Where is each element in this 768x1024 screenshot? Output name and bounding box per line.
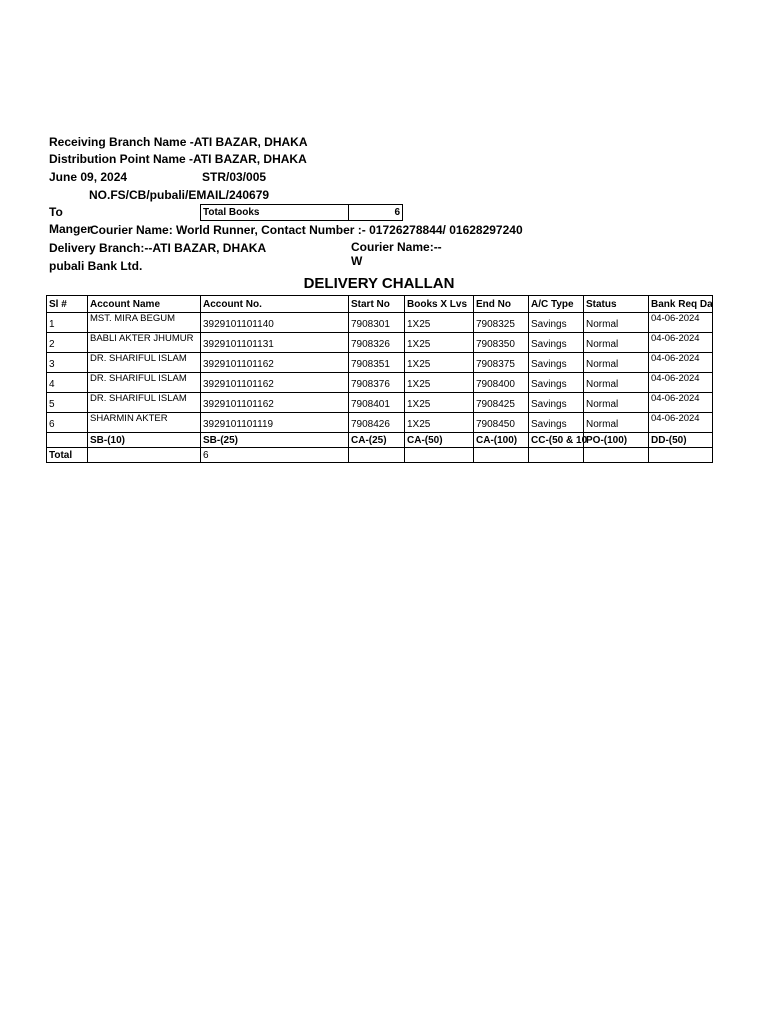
summary-cell: CA-(50) — [405, 433, 474, 448]
summary-row — [47, 433, 713, 448]
table-row — [47, 373, 713, 393]
to-label: To — [49, 205, 63, 219]
challan-date: June 09, 2024 — [49, 170, 128, 184]
summary-cell: CA-(25) — [349, 433, 405, 448]
cell-start-no: 7908401 — [349, 393, 405, 413]
total-label: Total — [47, 448, 88, 463]
cell-books: 1X25 — [405, 333, 474, 353]
cell-end-no: 7908400 — [474, 373, 529, 393]
cell-ac-type: Savings — [529, 353, 584, 373]
column-header-account-name: Account Name — [88, 296, 201, 313]
cell-books: 1X25 — [405, 393, 474, 413]
column-header-sl: Sl # — [47, 296, 88, 313]
cell-sl: 3 — [47, 353, 88, 373]
cell-start-no: 7908376 — [349, 373, 405, 393]
cell-end-no: 7908450 — [474, 413, 529, 433]
cell-account-name: SHARMIN AKTER — [88, 413, 201, 433]
summary-cell: SB-(10) — [88, 433, 201, 448]
total-cell — [529, 448, 584, 463]
cell-bank-req-date: 04-06-2024 — [649, 413, 713, 433]
courier-name-short: Courier Name:--W — [351, 240, 442, 268]
total-cell — [649, 448, 713, 463]
manager-label-cell — [49, 222, 92, 238]
cell-sl: 4 — [47, 373, 88, 393]
delivery-branch: Delivery Branch:--ATI BAZAR, DHAKA — [49, 241, 267, 255]
summary-cell: CC-(50 & 10 — [529, 433, 584, 448]
table-header-row — [47, 296, 713, 313]
bank-name: pubali Bank Ltd. — [49, 259, 143, 273]
total-books-label: Total Books — [203, 207, 260, 218]
cell-start-no: 7908426 — [349, 413, 405, 433]
total-row — [47, 448, 713, 463]
summary-cell: DD-(50) — [649, 433, 713, 448]
cell-status: Normal — [584, 393, 649, 413]
cell-bank-req-date: 04-06-2024 — [649, 373, 713, 393]
cell-account-name: MST. MIRA BEGUM — [88, 313, 201, 333]
table-row — [47, 313, 713, 333]
column-header-account-no: Account No. — [201, 296, 349, 313]
column-header-ac-type: A/C Type — [529, 296, 584, 313]
cell-books: 1X25 — [405, 413, 474, 433]
challan-title: DELIVERY CHALLAN — [303, 275, 455, 292]
manager-label: Manger — [49, 222, 92, 236]
cell-account-no: 3929101101162 — [201, 373, 349, 393]
total-books-value: 6 — [394, 207, 400, 218]
cell-status: Normal — [584, 353, 649, 373]
cell-sl: 5 — [47, 393, 88, 413]
summary-cell: CA-(100) — [474, 433, 529, 448]
cell-account-no: 3929101101162 — [201, 393, 349, 413]
cell-sl: 1 — [47, 313, 88, 333]
cell-account-name: DR. SHARIFUL ISLAM — [88, 353, 201, 373]
column-header-end-no: End No — [474, 296, 529, 313]
cell-status: Normal — [584, 313, 649, 333]
cell-bank-req-date: 04-06-2024 — [649, 313, 713, 333]
cell-bank-req-date: 04-06-2024 — [649, 333, 713, 353]
column-header-start-no: Start No — [349, 296, 405, 313]
total-books-divider — [348, 205, 349, 220]
table-row — [47, 413, 713, 433]
cell-end-no: 7908375 — [474, 353, 529, 373]
cell-bank-req-date: 04-06-2024 — [649, 393, 713, 413]
total-cell — [88, 448, 201, 463]
cell-account-name: BABLI AKTER JHUMUR — [88, 333, 201, 353]
courier-line: Courier Name: World Runner, Contact Number :- 01726278844/ 01628297240 — [90, 223, 523, 237]
cell-books: 1X25 — [405, 373, 474, 393]
cell-account-no: 3929101101140 — [201, 313, 349, 333]
cell-ac-type: Savings — [529, 373, 584, 393]
total-cell — [405, 448, 474, 463]
cell-end-no: 7908350 — [474, 333, 529, 353]
total-books-box — [200, 204, 403, 221]
cell-start-no: 7908351 — [349, 353, 405, 373]
str-number: STR/03/005 — [202, 170, 267, 184]
distribution-point: Distribution Point Name -ATI BAZAR, DHAKA — [49, 152, 307, 166]
cell-start-no: 7908301 — [349, 313, 405, 333]
total-count: 6 — [201, 448, 349, 463]
reference-number: NO.FS/CB/pubali/EMAIL/240679 — [89, 188, 270, 202]
cell-account-name: DR. SHARIFUL ISLAM — [88, 373, 201, 393]
cell-status: Normal — [584, 373, 649, 393]
cell-bank-req-date: 04-06-2024 — [649, 353, 713, 373]
total-cell — [474, 448, 529, 463]
cell-status: Normal — [584, 413, 649, 433]
cell-books: 1X25 — [405, 313, 474, 333]
cell-ac-type: Savings — [529, 333, 584, 353]
cell-account-no: 3929101101119 — [201, 413, 349, 433]
cell-account-name: DR. SHARIFUL ISLAM — [88, 393, 201, 413]
column-header-bank-req-date: Bank Req Da — [649, 296, 713, 313]
cell-end-no: 7908325 — [474, 313, 529, 333]
cell-account-no: 3929101101162 — [201, 353, 349, 373]
column-header-books: Books X Lvs — [405, 296, 474, 313]
table-row — [47, 333, 713, 353]
summary-cell — [47, 433, 88, 448]
cell-ac-type: Savings — [529, 393, 584, 413]
column-header-status: Status — [584, 296, 649, 313]
cell-ac-type: Savings — [529, 413, 584, 433]
table-row — [47, 393, 713, 413]
cell-ac-type: Savings — [529, 313, 584, 333]
cell-sl: 2 — [47, 333, 88, 353]
total-cell — [584, 448, 649, 463]
courier-name-cell — [351, 240, 451, 268]
summary-cell: SB-(25) — [201, 433, 349, 448]
cell-start-no: 7908326 — [349, 333, 405, 353]
total-cell — [349, 448, 405, 463]
cell-end-no: 7908425 — [474, 393, 529, 413]
cell-books: 1X25 — [405, 353, 474, 373]
receiving-branch: Receiving Branch Name -ATI BAZAR, DHAKA — [49, 135, 308, 149]
cell-status: Normal — [584, 333, 649, 353]
challan-table — [46, 295, 713, 463]
cell-account-no: 3929101101131 — [201, 333, 349, 353]
cell-sl: 6 — [47, 413, 88, 433]
summary-cell: PO-(100) — [584, 433, 649, 448]
table-row — [47, 353, 713, 373]
